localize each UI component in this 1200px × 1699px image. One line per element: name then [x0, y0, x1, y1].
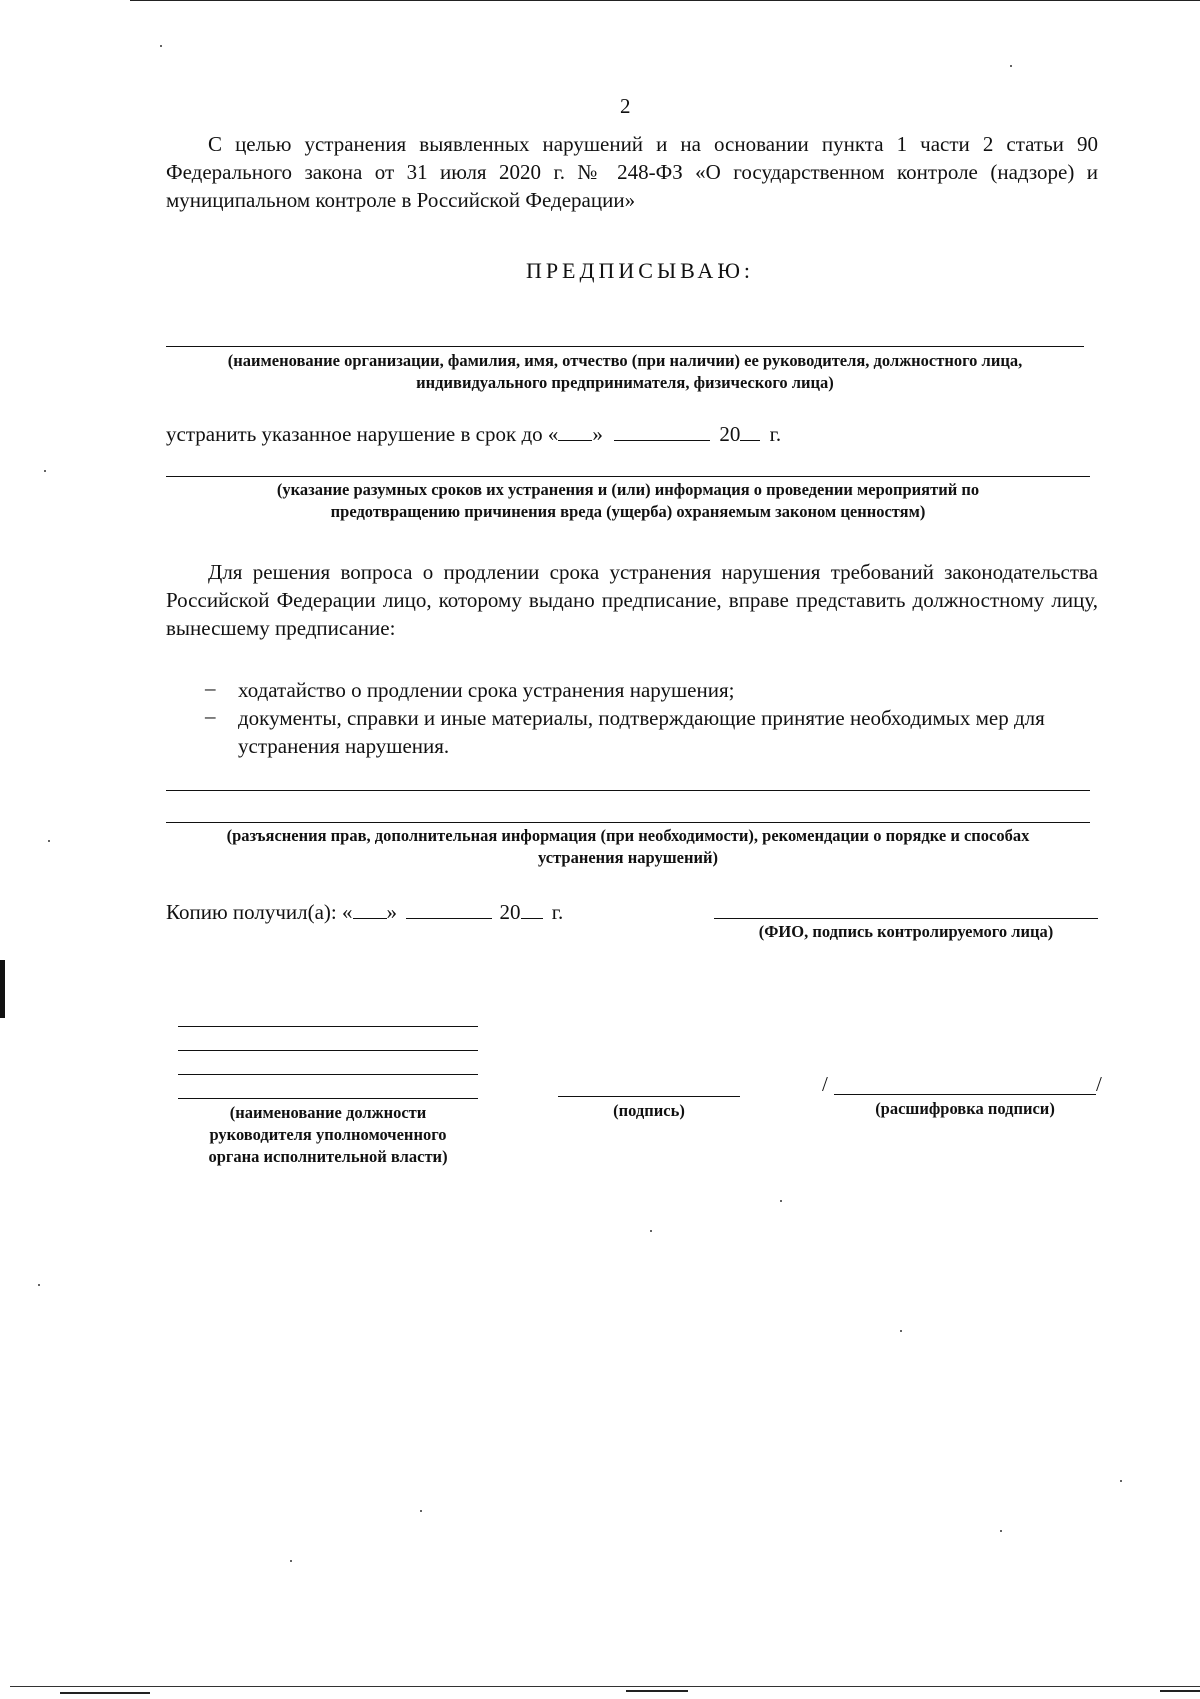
deadline-prefix: устранить указанное нарушение в срок до «: [166, 422, 559, 446]
scan-speck: [780, 1200, 782, 1202]
copy-quote-close: »: [386, 900, 397, 924]
position-line-1: [178, 1026, 478, 1027]
scan-speck: [48, 840, 50, 842]
scan-speck: [650, 1230, 652, 1232]
position-line-4: [178, 1098, 478, 1099]
list-item: документы, справки и иные материалы, подтверждающие принятие необходимых мер для устранения нарушения.: [238, 706, 1045, 758]
page-number: 2: [620, 94, 631, 118]
signature-line: [558, 1096, 740, 1097]
organization-caption-1: (наименование организации, фамилия, имя, отчество (при наличии) ее руководителя, должностного лица,: [227, 351, 1023, 370]
deadline-year-blank: [740, 422, 760, 441]
scan-bottom-edge-2: [60, 1692, 150, 1694]
scan-speck: [160, 45, 162, 47]
copy-month-blank: [406, 900, 492, 919]
terms-line: [166, 476, 1090, 477]
position-caption-3: органа исполнительной власти): [208, 1147, 448, 1166]
rights-line-2: [166, 822, 1090, 823]
scan-speck: [1010, 65, 1012, 67]
list-item: ходатайство о продлении срока устранения нарушения;: [238, 678, 735, 702]
copy-prefix: Копию получил(а): «: [166, 900, 353, 924]
rights-caption-1: (разъяснения прав, дополнительная информация (при необходимости), рекомендации о порядке и способах: [226, 826, 1030, 845]
scan-bottom-edge-1: [10, 1686, 1200, 1687]
signature-caption: (подпись): [613, 1101, 685, 1120]
order-heading: ПРЕДПИСЫВАЮ:: [525, 258, 755, 283]
decryption-slash-left: /: [822, 1072, 828, 1096]
deadline-month-blank: [614, 422, 710, 441]
scan-speck: [1000, 1530, 1002, 1532]
scan-speck: [290, 1560, 292, 1562]
scan-bottom-edge-4: [1160, 1690, 1200, 1692]
position-line-2: [178, 1050, 478, 1051]
position-caption-2: руководителя уполномоченного: [209, 1125, 447, 1144]
deadline-quote-close: »: [592, 422, 603, 446]
organization-caption-2: индивидуального предпринимателя, физического лица): [416, 373, 834, 392]
scan-top-edge: [130, 0, 1200, 1]
position-line-3: [178, 1074, 478, 1075]
fio-caption: (ФИО, подпись контролируемого лица): [758, 922, 1054, 941]
rights-caption-2: устранения нарушений): [538, 848, 718, 867]
scan-speck: [1120, 1480, 1122, 1482]
scan-speck: [44, 470, 46, 472]
deadline-day-blank: [558, 422, 592, 441]
organization-line: [166, 346, 1084, 347]
scan-bottom-edge-3: [626, 1690, 688, 1692]
rights-line-1: [166, 790, 1090, 791]
extension-paragraph: Для решения вопроса о продлении срока устранения нарушения требований законодательства Российской Федерации лицо, которому выдано предписание, вправе представить должностному лицу, вынесшему предписание:: [166, 560, 1098, 640]
scan-speck: [38, 1284, 40, 1286]
scan-speck: [900, 1330, 902, 1332]
decryption-slash-right: /: [1096, 1072, 1102, 1096]
decryption-line: [834, 1094, 1096, 1095]
copy-year: 20: [499, 900, 521, 924]
scan-speck: [420, 1510, 422, 1512]
deadline-suffix: г.: [769, 422, 782, 446]
terms-caption-1: (указание разумных сроков их устранения и (или) информация о проведении мероприятий по: [276, 480, 980, 499]
terms-caption-2: предотвращению причинения вреда (ущерба) охраняемым законом ценностям): [330, 502, 926, 521]
position-caption-1: (наименование должности: [229, 1103, 427, 1122]
list-dash-1: –: [205, 676, 216, 700]
decryption-caption: (расшифровка подписи): [875, 1099, 1055, 1118]
copy-day-blank: [353, 900, 387, 919]
copy-received-line: [166, 898, 563, 926]
list-dash-2: –: [205, 704, 216, 728]
copy-year-blank: [521, 900, 543, 919]
deadline-year: 20: [719, 422, 741, 446]
scan-left-edge-mark: [0, 960, 5, 1018]
copy-suffix: г.: [551, 900, 564, 924]
fio-signature-line: [714, 918, 1098, 919]
deadline-line: [166, 420, 781, 448]
intro-paragraph: С целью устранения выявленных нарушений и на основании пункта 1 части 2 статьи 90 Федерального закона от 31 июля 2020 г. № 248-ФЗ «О государственном контроле (надзоре) и муниципальном контроле в Российской Федерации»: [166, 132, 1098, 212]
